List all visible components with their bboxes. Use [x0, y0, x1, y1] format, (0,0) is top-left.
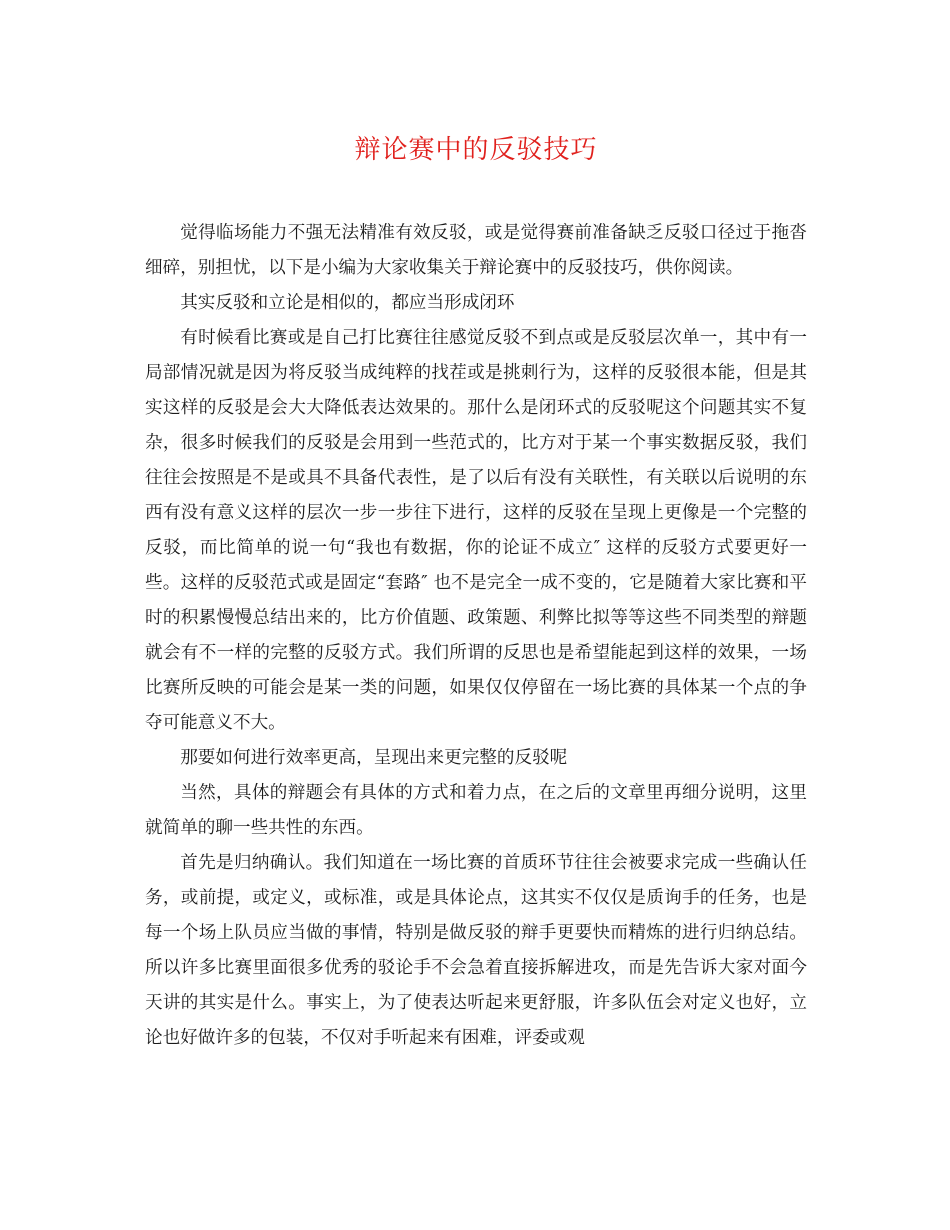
paragraph-6: 首先是归纳确认。我们知道在一场比赛的首质环节往往会被要求完成一些确认任务，或前提，或定义，或标准，或是具体论点，这其实不仅仅是质询手的任务，也是每一个场上队员应当做的事情，特别是做反驳的辩手更要快而精炼的进行归纳总结。所以许多比赛里面很多优秀的驳论手不会急着直接拆解进攻，而是先告诉大家对面今天讲的其实是什么。事实上，为了使表达听起来更舒服，许多队伍会对定义也好，立论也好做许多的包装，不仅对手听起来有困难，评委或观 [145, 853, 807, 1048]
document-page [145, 128, 807, 1056]
paragraph-1: 觉得临场能力不强无法精准有效反驳，或是觉得赛前准备缺乏反驳口径过于拖沓细碎，别担忧，以下是小编为大家收集关于辩论赛中的反驳技巧，供你阅读。 [145, 223, 807, 278]
document-title: 辩论赛中的反驳技巧 [354, 135, 598, 165]
paragraph-2-heading: 其实反驳和立论是相似的，都应当形成闭环 [180, 293, 515, 313]
paragraph-4-heading: 那要如何进行效率更高，呈现出来更完整的反驳呢 [180, 748, 568, 768]
paragraph-5: 当然，具体的辩题会有具体的方式和着力点，在之后的文章里再细分说明，这里就简单的聊一些共性的东西。 [145, 783, 807, 838]
paragraph-3: 有时候看比赛或是自己打比赛往往感觉反驳不到点或是反驳层次单一，其中有一局部情况就是因为将反驳当成纯粹的找茬或是挑刺行为，这样的反驳很本能，但是其实这样的反驳是会大大降低表达效果的。那什么是闭环式的反驳呢这个问题其实不复杂，很多时候我们的反驳是会用到一些范式的，比方对于某一个事实数据反驳，我们往往会按照是不是或具不具备代表性，是了以后有没有关联性，有关联以后说明的东西有没有意义这样的层次一步一步往下进行，这样的反驳在呈现上更像是一个完整的反驳，而比简单的说一句“我也有数据，你的论证不成立″ 这样的反驳方式要更好一些。这样的反驳范式或是固定“套路″ 也不是完全一成不变的，它是随着大家比赛和平时的积累慢慢总结出来的，比方价值题、政策题、利弊比拟等等这些不同类型的辩题就会有不一样的完整的反驳方式。我们所谓的反思也是希望能起到这样的效果，一场比赛所反映的可能会是某一类的问题，如果仅仅停留在一场比赛的具体某一个点的争夺可能意义不大。 [145, 328, 807, 733]
